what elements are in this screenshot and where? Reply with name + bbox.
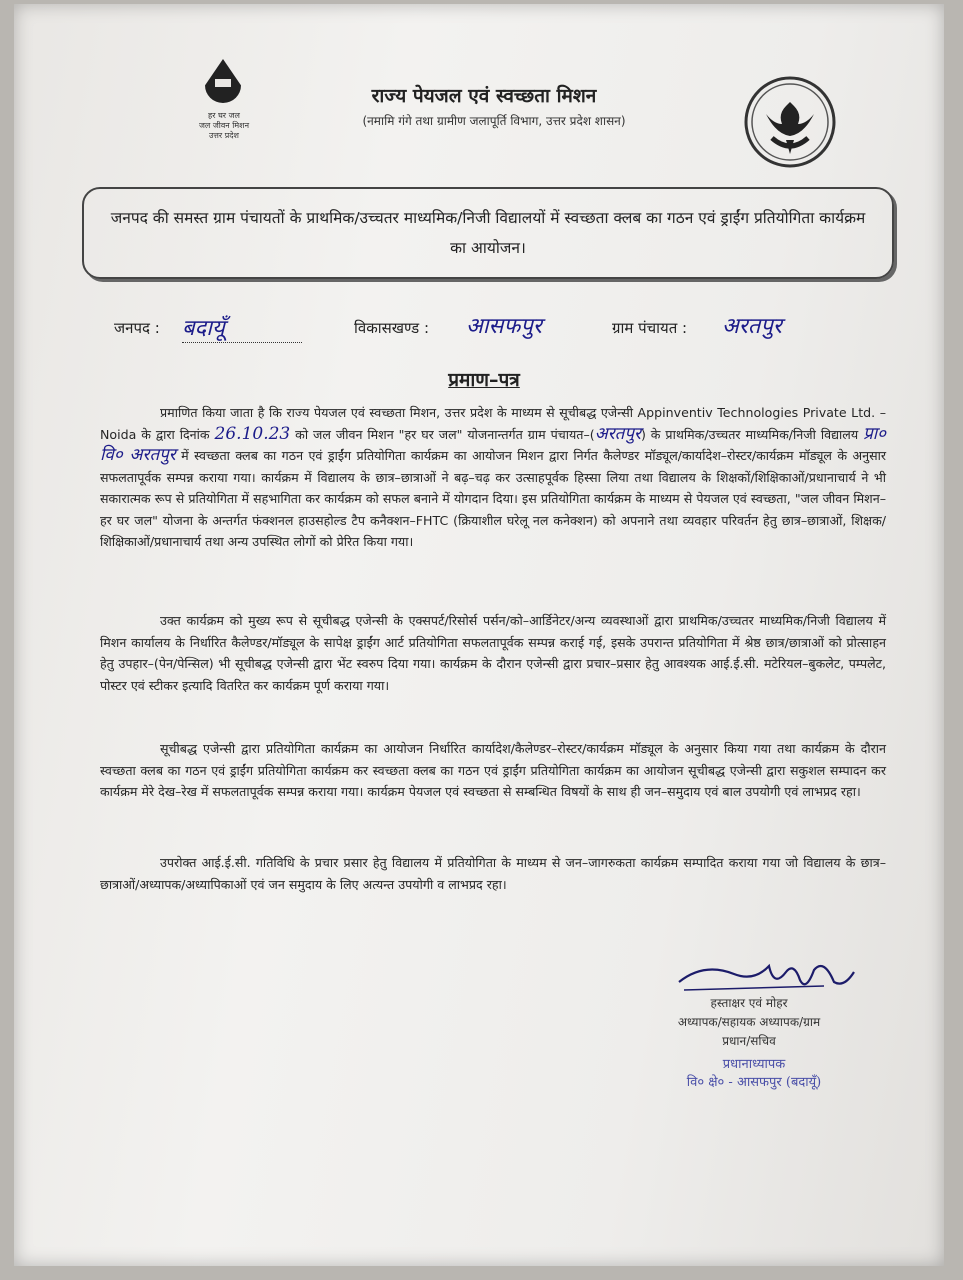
subject-text: जनपद की समस्त ग्राम पंचायतों के प्राथमिक/उच्चतर माध्यमिक/निजी विद्यालयों में स्वच्छता क्लब का गठन एवं ड्राईंग प्रतियोगिता कार्यक्रम का आयोजन।	[110, 209, 866, 257]
har-ghar-jal-logo	[179, 59, 269, 154]
block-label: विकासखण्ड :	[354, 319, 430, 337]
school-stamp: प्रधानाध्यापक वि० क्षे० - आसफपुर (बदायूँ)	[686, 1057, 822, 1090]
paragraph-1: प्रमाणित किया जाता है कि राज्य पेयजल एवं स्वच्छता मिशन, उत्तर प्रदेश के माध्यम से सूचीबद्ध एजेन्सी Appinventiv Technologies Private Ltd. – Noida के द्वारा दिनांक 26.10.23 को जल जीवन मिशन "हर घर जल" योजनान्तर्गत ग्राम पंचायत–(अरतपुर) के प्राथमिक/उच्चतर माध्यमिक/निजी विद्यालय प्रा० वि० अरतपुर में स्वच्छता क्लब का गठन एवं ड्राईंग प्रतियोगिता कार्यक्रम का आयोजन मिशन द्वारा निर्गत कैलेण्डर मॉड्यूल/कार्यादेश–रोस्टर/कार्यक्रम मॉड्यूल के अनुसार सफलतापूर्वक सम्पन्न कराया गया। कार्यक्रम में विद्यालय के छात्र–छात्राओं ने बढ़–चढ़ कर उत्साहपूर्वक हिस्सा लिया तथा विद्यालय के शिक्षकों/शिक्षिकाओं/प्रधानाचार्य ने भी सकारात्मक रूप से प्रतियोगिता में सहभागिता कर कार्यक्रम को सफल बनाने में योगदान दिया। इस प्रतियोगिता कार्यक्रम के माध्यम से पेयजल एवं स्वच्छता, "जल जीवन मिशन–हर घर जल" योजना के अन्तर्गत फंक्शनल हाउसहोल्ड टैप कनैक्शन–FHTC (क्रियाशील घरेलू नल कनेक्शन) को अपनाने तथा व्यवहार परिवर्तन हेतु छात्र–छात्राओं, शिक्षक/शिक्षिकाओं/प्रधानाचार्य तथा अन्य उपस्थित लोगों को प्रेरित किया गया।	[100, 405, 886, 549]
panchayat-label: ग्राम पंचायत :	[612, 319, 688, 337]
signatory-details: हस्ताक्षर एवं मोहर अध्यापक/सहायक अध्यापक/ग्राम प्रधान/सचिव	[677, 996, 821, 1048]
panchayat-value: अरतपुर	[722, 314, 782, 339]
paragraph-4: उपरोक्त आई.ई.सी. गतिविधि के प्रचार प्रसार हेतु विद्यालय में प्रतियोगिता के माध्यम से जन–जागरुकता कार्यक्रम सम्पादित कराया गया जो विद्यालय के छात्र–छात्राओं/अध्यापक/अध्यापिकाओं एवं जन समुदाय के लिए अत्यन्त उपयोगी व लाभप्रद रहा।	[100, 855, 886, 892]
program-date: 26.10.23	[214, 423, 291, 444]
up-emblem-icon	[742, 74, 838, 170]
certificate-heading: प्रमाण–पत्र	[448, 369, 520, 391]
org-subtitle: (नमामि गंगे तथा ग्रामीण जलापूर्ति विभाग, उत्तर प्रदेश शासन)	[362, 114, 626, 128]
school-name: प्रा० वि० अरतपुर	[100, 423, 886, 465]
district-value: बदायूँ	[182, 312, 302, 343]
document-page	[14, 4, 944, 1266]
logo-caption: हर घर जल जल जीवन मिशन उत्तर प्रदेश	[198, 111, 250, 140]
location-fields	[114, 316, 874, 346]
block-value: आसफपुर	[466, 314, 542, 339]
subject-box	[82, 187, 894, 279]
gram-panchayat-name: अरतपुर	[594, 423, 641, 444]
district-label: जनपद :	[114, 319, 160, 337]
paragraph-2: उक्त कार्यक्रम को मुख्य रूप से सूचीबद्ध एजेन्सी के एक्सपर्ट/रिसोर्स पर्सन/को–आर्डिनेटर/अन्य व्यवस्थाओं द्वारा प्राथमिक/उच्चतर माध्यमिक/निजी विद्यालय में मिशन कार्यालय के निर्धारित कैलेण्डर/मॉड्यूल के सापेक्ष ड्राईंग आर्ट प्रतियोगिता सफलतापूर्वक सम्पन्न कराई गई, इसके उपरान्त प्रतियोगिता में श्रेष्ठ छात्र/छात्राओं को प्रोत्साहन हेतु उपहार–(पेन/पेन्सिल) भी सूचीबद्ध एजेन्सी द्वारा भेंट स्वरुप दिया गया। कार्यक्रम के दौरान एजेन्सी द्वारा प्रचार–प्रसार हेतु आवश्यक आई.ई.सी. मटेरियल–बुकलेट, पम्पलेट, पोस्टर एवं स्टीकर इत्यादि वितरित कर कार्यक्रम पूर्ण कराया गया।	[100, 613, 886, 693]
org-title: राज्य पेयजल एवं स्वच्छता मिशन	[371, 85, 597, 107]
tap-icon	[215, 79, 231, 87]
paragraph-3: सूचीबद्ध एजेन्सी द्वारा प्रतियोगिता कार्यक्रम का आयोजन निर्धारित कार्यादेश/कैलेण्डर–रोस्टर/कार्यक्रम मॉड्यूल के अनुसार किया गया तथा कार्यक्रम के दौरान स्वच्छता क्लब का गठन एवं ड्राईंग प्रतियोगिता कार्यक्रम कर स्वच्छता क्लब का गठन एवं ड्राईंग प्रतियोगिता कार्यक्रम का आयोजन सूचीबद्ध एजेन्सी द्वारा सकुशल सम्पादन कर कार्यक्रम मेरे देख–रेख में सफलतापूर्वक सम्पन्न कराया गया। कार्यक्रम पेयजल एवं स्वच्छता से सम्बन्धित विषयों के साथ ही जन–समुदाय एवं बाल उपयोगी एवं लाभप्रद रहा।	[100, 741, 886, 799]
